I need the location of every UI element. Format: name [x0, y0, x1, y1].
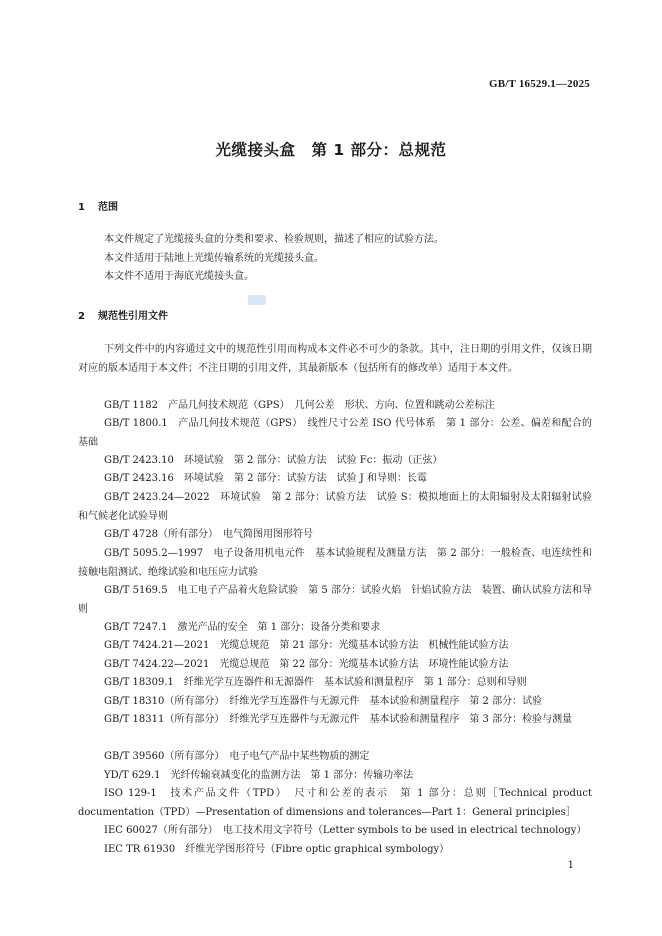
reference-entry: ISO 129-1 技术产品文件（TPD） 尺寸和公差的表示 第 1 部分：总则［Technical product documentation（TPD）—Presentation of dimensions and tolerances—Part 1：General principles］	[78, 788, 592, 818]
reference-entry: GB/T 39560（所有部分） 电子电气产品中某些物质的测定	[104, 751, 370, 762]
reference-entry: GB/T 5095.2—1997 电子设备用机电元件 基本试验规程及测量方法 第 2 部分：一般检查、电连续性和接触电阻测试、绝缘试验和电压应力试验	[78, 548, 592, 578]
reference-entry: IEC TR 61930 纤维光学图形符号（Fibre optic graphical symbology）	[104, 844, 450, 855]
reference-entry: GB/T 7247.1 激光产品的安全 第 1 部分：设备分类和要求	[104, 622, 381, 633]
reference-entry: GB/T 1182 产品几何技术规范（GPS） 几何公差 形状、方向、位置和跳动公差标注	[104, 400, 495, 411]
reference-entry: GB/T 2423.16 环境试验 第 2 部分：试验方法 试验 J 和导则：长霉	[104, 473, 427, 484]
reference-entry: GB/T 5169.5 电工电子产品着火危险试验 第 5 部分：试验火焰 针焰试验方法 装置、确认试验方法和导则	[78, 585, 592, 615]
reference-entry: GB/T 4728（所有部分） 电气简图用图形符号	[104, 529, 314, 540]
section-2-number: 2	[78, 311, 85, 322]
scope-paragraph: 本文件适用于陆地上光缆传输系统的光缆接头盒。	[104, 253, 324, 264]
reference-entry: YD/T 629.1 光纤传输衰减变化的监测方法 第 1 部分：传输功率法	[104, 770, 414, 781]
watermark-logo	[248, 295, 266, 305]
scope-paragraph: 本文件规定了光缆接头盒的分类和要求、检验规则，描述了相应的试验方法。	[104, 234, 444, 245]
page-number: 1	[567, 860, 574, 871]
scope-paragraph: 本文件不适用于海底光缆接头盒。	[104, 271, 254, 282]
normative-intro-paragraph: 下列文件中的内容通过文中的规范性引用而构成本文件必不可少的条款。其中，注日期的引用文件，仅该日期对应的版本适用于本文件；不注日期的引用文件，其最新版本（包括所有的修改单）适用于本文件。	[78, 344, 592, 374]
standard-code: GB/T 16529.1—2025	[489, 78, 590, 90]
document-title: 光缆接头盒 第 1 部分：总规范	[215, 141, 447, 159]
section-2-heading	[78, 307, 168, 322]
section-1-number: 1	[78, 202, 85, 213]
reference-entry: GB/T 1800.1 产品几何技术规范（GPS） 线性尺寸公差 ISO 代号体系 第 1 部分：公差、偏差和配合的基础	[78, 418, 592, 448]
section-2-title: 规范性引用文件	[98, 311, 168, 322]
reference-entry: GB/T 18311（所有部分） 纤维光学互连器件与无源元件 基本试验和测量程序 第 3 部分：检验与测量	[104, 714, 573, 725]
section-1-heading	[78, 198, 118, 213]
reference-entry: IEC 60027（所有部分） 电工技术用文字符号（Letter symbols to be used in electrical technology）	[104, 825, 587, 836]
section-1-title: 范围	[98, 202, 118, 213]
reference-entry: GB/T 7424.22—2021 光缆总规范 第 22 部分：光缆基本试验方法 环境性能试验方法	[104, 659, 509, 670]
reference-entry: GB/T 18310（所有部分） 纤维光学互连器件与无源元件 基本试验和测量程序 第 2 部分：试验	[104, 696, 543, 707]
reference-entry: GB/T 7424.21—2021 光缆总规范 第 21 部分：光缆基本试验方法 机械性能试验方法	[104, 640, 509, 651]
reference-entry: GB/T 2423.24—2022 环境试验 第 2 部分：试验方法 试验 S：模拟地面上的太阳辐射及太阳辐射试验和气候老化试验导则	[78, 492, 592, 522]
reference-entry: GB/T 2423.10 环境试验 第 2 部分：试验方法 试验 Fc：振动（正弦）	[104, 455, 443, 466]
reference-entry: GB/T 18309.1 纤维光学互连器件和无源器件 基本试验和测量程序 第 1 部分：总则和导则	[104, 677, 527, 688]
